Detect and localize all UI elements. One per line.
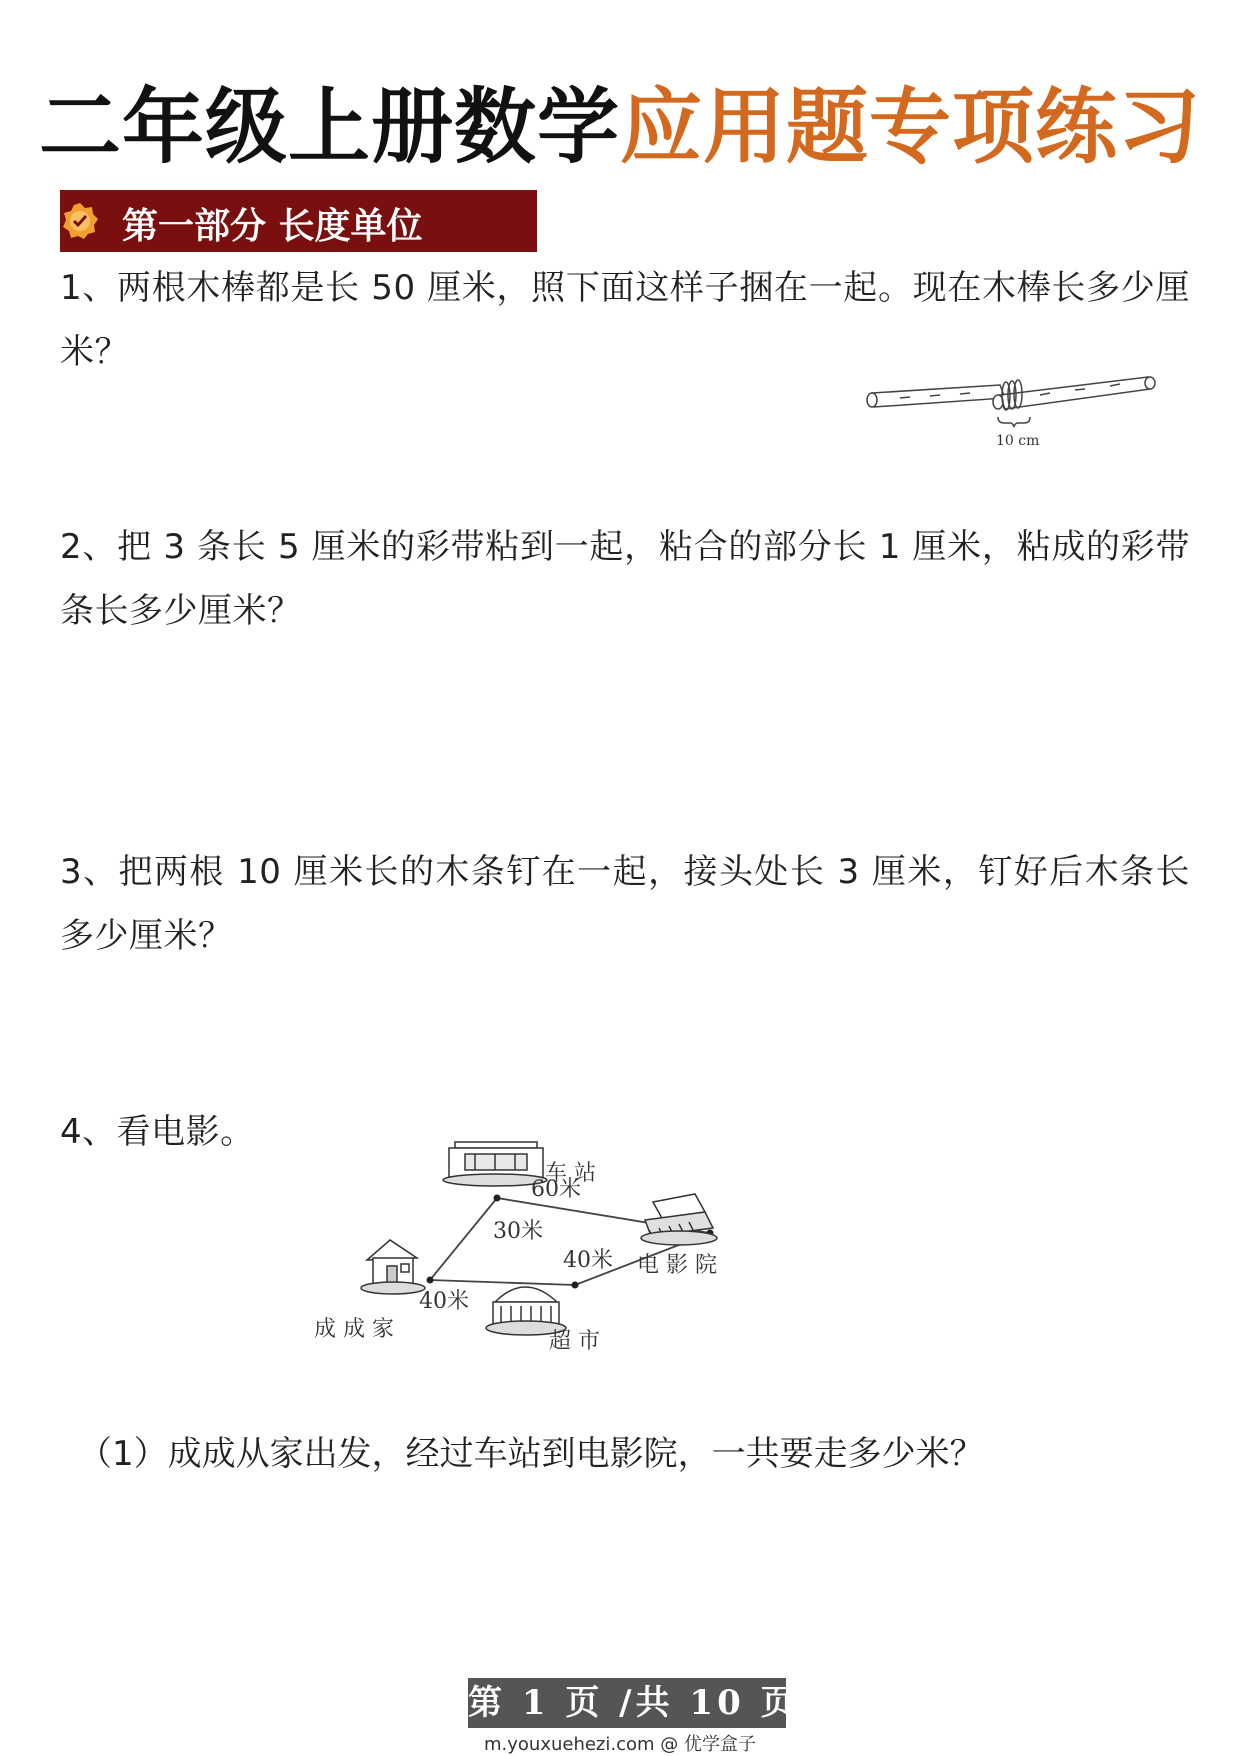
station-cinema-distance: 60米	[531, 1177, 581, 1202]
home-market-distance: 40米	[419, 1289, 469, 1314]
section-title: 第一部分 长度单位	[122, 206, 423, 247]
sticks-figure	[860, 365, 1160, 450]
home-station-distance: 30米	[493, 1219, 543, 1244]
home-label: 成 成 家	[314, 1317, 394, 1342]
page-number: 第 1 页 /共 10 页	[468, 1678, 786, 1728]
site-credit: m.youxuehezi.com @ 优学盒子	[483, 1734, 756, 1755]
home-icon	[361, 1240, 425, 1294]
title-part-1: 二年级上册数学	[38, 80, 620, 175]
route-map-figure	[314, 1130, 805, 1365]
station-label: 车 站	[545, 1161, 596, 1186]
title-part-2: 应用题专项练习	[620, 80, 1202, 175]
question-2: 2、把 3 条长 5 厘米的彩带粘到一起，粘合的部分长 1 厘米，粘成的彩带条长多少厘米？	[60, 527, 1190, 631]
market-icon	[486, 1287, 566, 1335]
market-label: 超 市	[549, 1329, 600, 1354]
market-cinema-distance: 40米	[563, 1248, 613, 1273]
question-4-sub-1: （1）成成从家出发，经过车站到电影院，一共要走多少米？	[78, 1434, 984, 1474]
question-1: 1、两根木棒都是长 50 厘米，照下面这样子捆在一起。现在木棒长多少厘 米？	[60, 268, 1190, 372]
sticks-overlap-label: 10 cm	[996, 433, 1040, 449]
cinema-label: 电 影 院	[637, 1253, 717, 1278]
page-title	[0, 62, 1240, 179]
cinema-icon	[641, 1194, 717, 1245]
question-4: 4、看电影。	[60, 1112, 255, 1152]
question-3: 3、把两根 10 厘米长的木条钉在一起，接头处长 3 厘米，钉好后木条长多少厘米？	[60, 852, 1190, 956]
section-banner	[60, 190, 537, 252]
badge-check-icon	[60, 201, 100, 241]
